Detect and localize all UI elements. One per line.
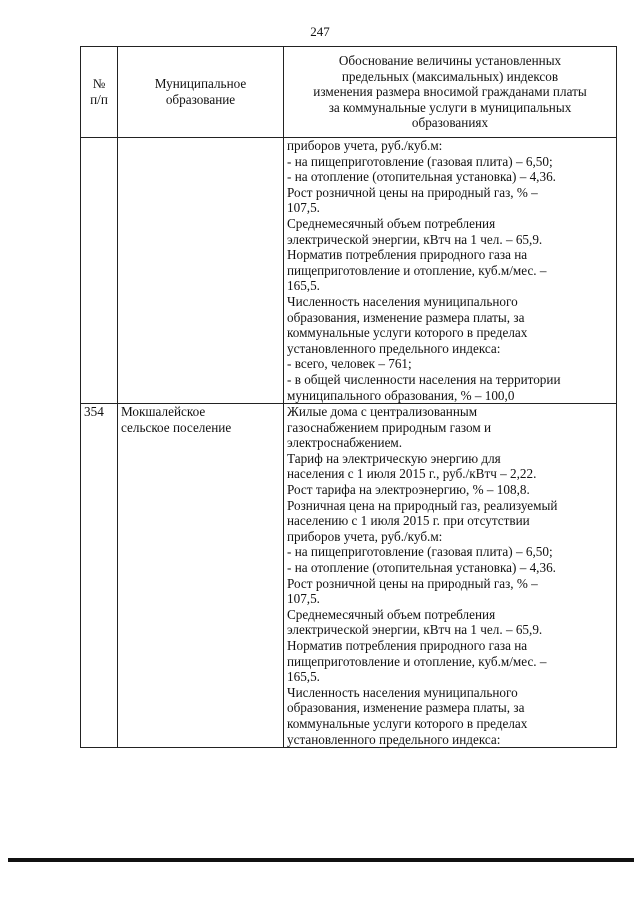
page-number: 247 — [310, 24, 330, 39]
justification-line: - на пищеприготовление (газовая плита) – 6,50; — [287, 544, 553, 560]
header-justification-line: предельных (максимальных) индексов — [341, 68, 559, 84]
header-municipality-line: образование — [165, 92, 236, 107]
justification-line: Рост тарифа на электроэнергию, % – 108,8. — [287, 482, 530, 498]
tariff-index-table — [80, 46, 617, 748]
header-justification — [284, 47, 617, 138]
justification-line: Тариф на электрическую энергию для — [287, 450, 501, 466]
header-justification-line: Обоснование величины установленных — [338, 53, 562, 69]
justification-line: коммунальные услуги которого в пределах — [287, 715, 528, 731]
justification-line: электроснабжением. — [287, 435, 403, 451]
row-number-cell — [81, 138, 118, 404]
justification-line: - в общей численности населения на территории — [287, 371, 561, 387]
justification-line: Численность населения муниципального — [287, 293, 518, 309]
row-justification-cell — [284, 138, 617, 404]
justification-line: приборов учета, руб./куб.м: — [287, 138, 443, 153]
justification-line: электрической энергии, кВтч на 1 чел. – 65,9. — [287, 622, 543, 638]
justification-line: Норматив потребления природного газа на — [287, 638, 528, 653]
header-justification-line: образованиях — [411, 115, 489, 131]
header-number — [81, 47, 118, 138]
justification-line: 107,5. — [287, 200, 320, 216]
justification-line: Среднемесячный объем потребления — [287, 215, 496, 231]
justification-line: 165,5. — [287, 278, 320, 294]
justification-line: - всего, человек – 761; — [287, 356, 412, 372]
justification-line: газоснабжением природным газом и — [287, 419, 492, 435]
justification-line: - на отопление (отопительная установка) – 4,36. — [287, 560, 556, 576]
justification-line: пищеприготовление и отопление, куб.м/мес. – — [287, 262, 547, 278]
justification-line: пищеприготовление и отопление, куб.м/мес. – — [287, 653, 547, 669]
header-municipality-line: Муниципальное — [154, 76, 247, 92]
justification-line: 107,5. — [287, 591, 320, 607]
justification-line: коммунальные услуги которого в пределах — [287, 325, 528, 341]
header-number-line: п/п — [90, 92, 108, 107]
justification-line: Жилые дома с централизованным — [287, 404, 478, 420]
justification-line: электрической энергии, кВтч на 1 чел. – 65,9. — [287, 231, 543, 247]
justification-line: Норматив потребления природного газа на — [287, 247, 528, 263]
justification-line: населению с 1 июля 2015 г. при отсутствии — [287, 513, 530, 529]
municipality-line: сельское поселение — [121, 419, 232, 435]
justification-line: Рост розничной цены на природный газ, % – — [287, 575, 538, 591]
justification-line: - на отопление (отопительная установка) – 4,36. — [287, 169, 556, 185]
table-row — [81, 138, 617, 404]
row-justification-cell — [284, 404, 617, 748]
row-municipality-cell — [118, 404, 284, 748]
justification-line: - на пищеприготовление (газовая плита) – 6,50; — [287, 153, 553, 169]
row-number-cell: 354 — [81, 404, 118, 748]
justification-line: населения с 1 июля 2015 г., руб./кВтч – 2,22. — [287, 466, 537, 482]
justification-line: образования, изменение размера платы, за — [287, 700, 525, 716]
justification-line: Среднемесячный объем потребления — [287, 606, 496, 622]
municipality-line: Мокшалейское — [121, 404, 206, 420]
justification-line: приборов учета, руб./куб.м: — [287, 528, 443, 544]
header-municipality — [118, 47, 284, 138]
justification-line: установленного предельного индекса: — [287, 731, 501, 747]
justification-line: установленного предельного индекса: — [287, 340, 501, 356]
justification-line: Численность населения муниципального — [287, 684, 518, 700]
justification-line: Розничная цена на природный газ, реализуемый — [287, 497, 558, 513]
header-justification-line: изменения размера вносимой гражданами платы — [313, 84, 587, 100]
bottom-rule — [8, 858, 634, 862]
justification-line: 165,5. — [287, 669, 320, 685]
header-justification-line: за коммунальные услуги в муниципальных — [328, 99, 572, 115]
justification-line: образования, изменение размера платы, за — [287, 309, 525, 325]
justification-line: муниципального образования, % – 100,0 — [287, 387, 515, 403]
table-row — [81, 404, 617, 748]
table-header-row — [81, 47, 617, 138]
row-municipality-cell — [118, 138, 284, 404]
header-number-line: № — [92, 76, 106, 92]
justification-line: Рост розничной цены на природный газ, % – — [287, 184, 538, 200]
